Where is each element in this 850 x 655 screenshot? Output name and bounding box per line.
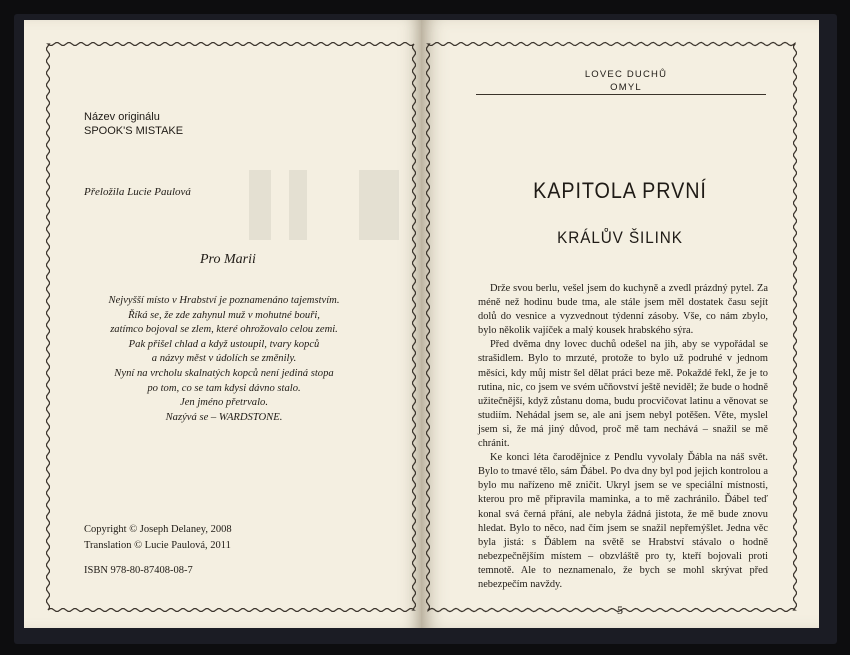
- chapter-body: [478, 282, 768, 592]
- poem-line: Nejvyšší místo v Hrabství je poznamenáno tajemstvím.: [108, 295, 340, 306]
- chapter-subtitle: KRÁLŮV ŠILINK: [557, 228, 683, 247]
- poem-line: Jen jméno přetrvalo.: [180, 397, 268, 409]
- copyright-line: Translation © Lucie Paulová, 2011: [84, 540, 231, 551]
- running-head-title: OMYL: [610, 82, 642, 93]
- poem-line: a názvy měst v údolích se změnily.: [151, 353, 297, 365]
- poem-line: Nyní na vrcholu skalnatých kopců není jediná stopa: [114, 367, 334, 379]
- copyright-notice: [84, 522, 334, 554]
- right-page: [421, 20, 819, 628]
- running-head-book: LOVEC DUCHŮ: [584, 69, 668, 80]
- paragraph: Ke konci léta čarodějnice z Pendlu vyvolaly Ďábla na náš svět. Bylo to tmavé tělo, sám Ďábel. Po dva dny byl pod jejich kontrolou a bylo mu nařízeno mě zničit. Ukryl jsem se ve speciální místnosti, kterou pro mě připravila maminka, a to mě zachránilo. Ďábel teď konal svá černá přání, ale nebyla žádná jistota, že mě bude znovu hledat. Bylo to něco, nad čím jsem se snažil nepřemýšlet. Jedna věc byla jistá: s Ďáblem na světě se Hrabství stávalo o hodně nebezpečnějším místem – obzvláště pro ty, kteří bojovali proti temnotě. Ale to neznamenalo, že bych se mohl skrývat před nebezpečím navždy.: [478, 452, 768, 590]
- epigraph-poem: [54, 294, 394, 425]
- original-title: SPOOK'S MISTAKE: [84, 125, 184, 137]
- running-head-rule: [476, 94, 766, 95]
- copyright-line: Copyright © Joseph Delaney, 2008: [84, 524, 232, 535]
- original-title-label: Název originálu: [84, 111, 160, 123]
- running-head: [481, 68, 771, 94]
- paragraph: Před dvěma dny lovec duchů odešel na jih, aby se vypořádal se strašidlem. Bylo to mrzuté, protože to bylo už podruhé v jednom měsíci, kdy můj mistr šel dělat práci beze mě. Pokaždé řekl, že je to rutina, nic, co jsem ve svém učňovství ještě neviděl; že bude o hodně užitečnější, když zůstanu doma, budu procvičovat latinu a věnovat se studiím. Nehádal jsem se, ale ani jsem nebyl potěšen. Věte, myslel jsem si, že má jiný důvod, proč mě tam nechává – snažil se mě chránit.: [478, 339, 768, 450]
- translator-credit: Přeložila Lucie Paulová: [84, 186, 191, 198]
- page-number: 5: [617, 603, 623, 617]
- isbn: ISBN 978-80-87408-08-7: [84, 565, 193, 576]
- poem-line: Pak přišel chlad a když ustoupil, tvary kopců: [128, 338, 320, 350]
- poem-line: Nazývá se – WARDSTONE.: [165, 411, 283, 423]
- poem-line: po tom, co se tam kdysi dávno stalo.: [147, 382, 301, 394]
- left-page: [24, 20, 421, 628]
- poem-line: Říká se, že zde zahynul muž v mohutné bouři,: [128, 309, 320, 321]
- chapter-title: KAPITOLA PRVNÍ: [533, 178, 707, 203]
- paragraph: Drže svou berlu, vešel jsem do kuchyně a zvedl prázdný pytel. Za méně než hodinu bude tma, ale stále jsem měl dostatek času sejít dolů do vesnice a vyzvednout týdenní zásoby. Vše, co nám zbylo, bylo několik vajíček a malý kousek hrabského sýra.: [478, 283, 768, 337]
- poem-line: zatímco bojoval se zlem, které ohrožovalo celou zemi.: [110, 324, 338, 336]
- dedication: Pro Marii: [200, 252, 256, 267]
